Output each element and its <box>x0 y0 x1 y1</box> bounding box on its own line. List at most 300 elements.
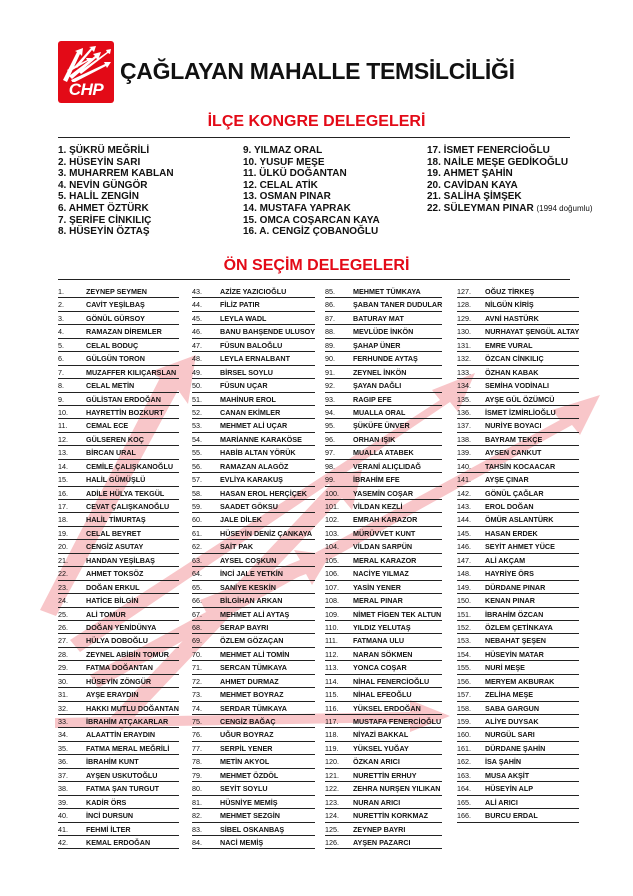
delegate-name: DOĞAN YENİDÜNYA <box>86 622 157 632</box>
delegate-row <box>325 634 442 647</box>
delegate-name: BİRSEL SOYLU <box>220 367 273 377</box>
delegate-row <box>58 728 179 741</box>
delegate-row <box>457 433 579 446</box>
delegate-name: EMRE VURAL <box>485 340 533 350</box>
delegate-number: 1. <box>58 287 64 296</box>
delegate-name: SERAP BAYRI <box>220 622 269 632</box>
delegate-number: 65. <box>192 582 202 592</box>
delegate-number: 10. <box>58 407 68 417</box>
delegate-number: 21. <box>58 555 68 565</box>
delegate-number: 127. <box>457 287 471 296</box>
delegate-row <box>58 688 179 701</box>
delegate-row <box>192 661 315 674</box>
delegate-number: 105. <box>325 555 339 565</box>
delegate-name: NURAN ARICI <box>353 797 401 807</box>
delegate-number: 6. <box>58 354 64 364</box>
delegate-row <box>192 379 315 392</box>
delegate-row <box>457 406 579 419</box>
delegate-number: 113. <box>325 663 339 673</box>
on-secim-heading: ÖN SEÇİM DELEGELERİ <box>223 257 410 274</box>
delegate-name: ALİ TOMUR <box>86 609 126 619</box>
delegate-row <box>325 702 442 715</box>
delegate-number: 67. <box>192 609 202 619</box>
delegate-name: SAADET GÖKSU <box>220 502 278 511</box>
delegate-number: 133. <box>457 367 471 377</box>
delegate-row <box>58 527 179 540</box>
delegate-name: HAKKI MUTLU DOĞANTAN <box>86 703 179 713</box>
delegate-number: 23. <box>58 582 68 592</box>
delegate-name: SEYİT SOYLU <box>220 784 268 794</box>
kongre-item: 2. HÜSEYİN SARI <box>58 156 141 168</box>
delegate-number: 137. <box>457 421 471 431</box>
delegate-row <box>325 554 442 567</box>
delegate-number: 158. <box>457 703 471 713</box>
delegate-number: 54. <box>192 434 202 444</box>
delegate-row <box>325 312 442 325</box>
delegate-name: NEBAHAT ŞEŞEN <box>485 636 546 646</box>
delegate-number: 157. <box>457 690 471 700</box>
delegate-number: 154. <box>457 649 471 659</box>
delegate-row <box>457 715 579 728</box>
delegate-number: 152. <box>457 622 471 632</box>
delegate-row <box>325 594 442 607</box>
delegate-row <box>457 675 579 688</box>
delegate-name: MAHİNUR EROL <box>220 394 276 404</box>
delegate-number: 85. <box>325 287 335 296</box>
delegate-name: SEYİT AHMET YÜCE <box>485 542 555 552</box>
delegate-number: 111. <box>325 636 338 646</box>
delegate-row <box>325 393 442 406</box>
delegate-number: 44. <box>192 300 202 310</box>
delegate-number: 132. <box>457 354 471 364</box>
delegate-row <box>457 809 579 822</box>
delegate-name: OĞUZ TİRKEŞ <box>485 287 535 296</box>
delegate-name: BAYRAM TEKÇE <box>485 434 543 444</box>
delegate-row <box>192 581 315 594</box>
delegate-number: 88. <box>325 327 335 337</box>
delegate-name: HAYRİYE ÖRS <box>485 569 534 579</box>
kongre-column-3 <box>427 145 593 215</box>
delegate-row <box>325 809 442 822</box>
delegate-name: NURİYE BOYACI <box>485 421 542 431</box>
delegate-number: 16. <box>58 488 68 498</box>
delegate-number: 27. <box>58 636 68 646</box>
delegate-column-1 <box>58 285 179 849</box>
delegate-row <box>457 393 579 406</box>
delegate-name: AYSEN CANKUT <box>485 448 542 458</box>
delegate-name: ZEYNEL İNKÖN <box>353 367 407 377</box>
delegate-name: FÜSUN BALOĞLU <box>220 340 283 350</box>
delegate-name: SERCAN TÜMKAYA <box>220 663 287 673</box>
delegate-row <box>192 460 315 473</box>
delegate-name: SAİT PAK <box>220 542 254 552</box>
delegate-row <box>457 608 579 621</box>
delegate-row <box>325 782 442 795</box>
delegate-row <box>325 755 442 768</box>
delegate-row <box>192 393 315 406</box>
delegate-number: 9. <box>58 394 64 404</box>
delegate-number: 22. <box>58 569 68 579</box>
delegate-number: 55. <box>192 448 202 458</box>
delegate-row <box>457 755 579 768</box>
delegate-row <box>192 406 315 419</box>
delegate-row <box>192 621 315 634</box>
delegate-row <box>325 621 442 634</box>
delegate-number: 124. <box>325 811 339 821</box>
delegate-number: 60. <box>192 515 202 525</box>
delegate-name: MEHMET ÖZDÖL <box>220 770 279 780</box>
delegate-name: ALİ AKÇAM <box>485 555 526 565</box>
delegate-name: NİLGÜN KİRİŞ <box>485 300 534 310</box>
delegate-name: MERAL KARAZOR <box>353 555 417 565</box>
delegate-name: CANAN EKİMLER <box>220 407 281 417</box>
delegate-name: MERYEM AKBURAK <box>485 676 555 686</box>
delegate-name: İBRAHİM KUNT <box>86 757 139 767</box>
delegate-number: 161. <box>457 743 471 753</box>
delegate-name: HÜLYA DOBOĞLU <box>86 636 148 646</box>
delegate-number: 59. <box>192 502 202 511</box>
delegate-row <box>58 379 179 392</box>
arrows-icon <box>61 46 111 82</box>
delegate-name: HÜSEYİN DENİZ ÇANKAYA <box>220 528 313 538</box>
delegate-row <box>192 285 315 298</box>
delegate-name: ŞÜKÜFE ÜNVER <box>353 421 410 431</box>
delegate-number: 160. <box>457 730 471 740</box>
kongre-item: 4. NEVİN GÜNGÖR <box>58 179 148 191</box>
delegate-number: 144. <box>457 515 471 525</box>
delegate-row <box>192 487 315 500</box>
kongre-item: 11. ÜLKÜ DOĞANTAN <box>243 168 347 180</box>
delegate-number: 19. <box>58 528 68 538</box>
delegate-row <box>58 419 179 432</box>
delegate-row <box>58 782 179 795</box>
delegate-number: 156. <box>457 676 471 686</box>
delegate-name: BANU BAHŞENDE ULUSOY <box>220 327 316 337</box>
delegate-row <box>192 419 315 432</box>
delegate-name: MÜRÜVVET KUNT <box>353 528 416 538</box>
delegate-number: 31. <box>58 690 68 700</box>
kongre-item: 3. MUHARREM KABLAN <box>58 168 174 180</box>
delegate-number: 150. <box>457 596 471 606</box>
delegate-number: 95. <box>325 421 335 431</box>
delegate-row <box>58 769 179 782</box>
kongre-item: 21. SALİHA ŞİMŞEK <box>427 191 522 203</box>
kongre-item: 19. AHMET ŞAHİN <box>427 168 513 180</box>
delegate-row <box>58 675 179 688</box>
kongre-item: 15. OMCA COŞARCAN KAYA <box>243 214 380 226</box>
delegate-row <box>58 621 179 634</box>
delegate-row <box>325 648 442 661</box>
delegate-number: 26. <box>58 622 68 632</box>
delegate-number: 163. <box>457 770 471 780</box>
delegate-name: MEHMET ALİ TOMİN <box>220 649 290 659</box>
delegate-row <box>457 366 579 379</box>
delegate-number: 8. <box>58 381 64 391</box>
delegate-column-2 <box>192 285 315 849</box>
delegate-row <box>457 473 579 486</box>
delegate-row <box>325 823 442 836</box>
delegate-number: 91. <box>325 367 335 377</box>
delegate-number: 153. <box>457 636 471 646</box>
delegate-row <box>457 782 579 795</box>
delegate-name: MUSA AKŞİT <box>485 770 530 780</box>
delegate-name: SERDAR TÜMKAYA <box>220 703 287 713</box>
delegate-number: 89. <box>325 340 335 350</box>
delegate-number: 49. <box>192 367 202 377</box>
delegate-row <box>58 702 179 715</box>
delegate-row <box>192 567 315 580</box>
birth-note: (1994 doğumlu) <box>536 203 593 213</box>
delegate-name: FATMA ŞAN TURGUT <box>86 784 160 794</box>
delegate-number: 43. <box>192 287 202 296</box>
logo-text: CHP <box>68 80 104 99</box>
delegate-row <box>192 366 315 379</box>
delegate-name: ÖZLEM GÖZAÇAN <box>220 636 284 646</box>
delegate-number: 33. <box>58 717 68 726</box>
delegate-row <box>457 621 579 634</box>
delegate-number: 84. <box>192 837 202 847</box>
delegate-row <box>325 567 442 580</box>
delegate-row <box>325 661 442 674</box>
delegate-number: 57. <box>192 475 202 485</box>
delegate-name: AYŞEN PAZARCI <box>353 837 411 847</box>
delegate-number: 155. <box>457 663 471 673</box>
delegate-row <box>192 433 315 446</box>
delegate-number: 35. <box>58 743 68 753</box>
delegate-row <box>192 823 315 836</box>
delegate-row <box>58 836 179 849</box>
delegate-number: 90. <box>325 354 335 364</box>
delegate-name: YÜKSEL YUĞAY <box>353 743 409 753</box>
delegate-name: GÖNÜL GÜRSOY <box>86 313 145 323</box>
delegate-row <box>325 796 442 809</box>
delegate-number: 39. <box>58 797 68 807</box>
delegate-row <box>457 379 579 392</box>
delegate-row <box>58 594 179 607</box>
delegate-row <box>325 513 442 526</box>
delegate-number: 115. <box>325 690 339 700</box>
kongre-item: 17. İSMET FENERCİOĞLU <box>427 145 550 156</box>
delegate-row <box>58 755 179 768</box>
delegate-row <box>325 715 442 728</box>
delegate-row <box>58 446 179 459</box>
delegate-number: 74. <box>192 703 202 713</box>
kongre-item <box>427 203 593 215</box>
delegate-name: AYŞE GÜL ÖZÜMCÜ <box>485 394 555 404</box>
delegate-row <box>325 325 442 338</box>
delegate-row <box>192 312 315 325</box>
delegate-name: HALİL GÜMÜŞLÜ <box>86 475 146 485</box>
delegate-name: YILDIZ YELUTAŞ <box>353 622 411 632</box>
delegate-row <box>457 648 579 661</box>
delegate-row <box>192 702 315 715</box>
delegate-row <box>192 836 315 849</box>
delegate-number: 138. <box>457 434 471 444</box>
delegate-name: NURGÜL SARI <box>485 730 535 740</box>
ilce-kongre-heading: İLÇE KONGRE DELEGELERİ <box>207 113 426 130</box>
delegate-row <box>457 339 579 352</box>
kongre-item: 16. A. CENGİZ ÇOBANOĞLU <box>243 226 379 238</box>
delegate-name: İSA ŞAHİN <box>485 757 522 767</box>
delegate-name: BATURAY MAT <box>353 313 404 323</box>
delegate-name: SANİYE KESKİN <box>220 582 276 592</box>
delegate-number: 98. <box>325 461 335 471</box>
kongre-item: 9. YILMAZ ORAL <box>243 145 323 156</box>
delegate-number: 100. <box>325 488 339 498</box>
delegate-row <box>192 688 315 701</box>
delegate-number: 18. <box>58 515 68 525</box>
delegate-name: MEHMET TÜMKAYA <box>353 287 421 296</box>
delegate-name: FÜSUN UÇAR <box>220 381 268 391</box>
delegate-name: NİMET FİGEN TEK ALTUN <box>353 609 442 619</box>
delegate-name: CEMAL ECE <box>86 421 129 431</box>
delegate-number: 76. <box>192 730 202 740</box>
delegate-name: MUALLA ATABEK <box>353 448 414 458</box>
delegate-name: MERAL PINAR <box>353 596 403 606</box>
delegate-name: EMRAH KARAZOR <box>353 515 418 525</box>
delegate-row <box>192 339 315 352</box>
delegate-number: 99. <box>325 475 335 485</box>
delegate-name: MEVLÜDE İNKÖN <box>353 327 414 337</box>
delegate-number: 2. <box>58 300 64 310</box>
delegate-row <box>192 325 315 338</box>
delegate-row <box>192 527 315 540</box>
delegate-name: ŞABAN TANER DUDULAR <box>353 300 443 310</box>
delegate-row <box>325 366 442 379</box>
delegate-number: 96. <box>325 434 335 444</box>
delegate-number: 116. <box>325 703 339 713</box>
delegate-name: AZİZE YAZICIOĞLU <box>220 287 287 296</box>
delegate-name: MARİANNE KARAKÖSE <box>220 434 302 444</box>
delegate-name: YONCA COŞAR <box>353 663 407 673</box>
delegate-number: 97. <box>325 448 335 458</box>
delegate-name: YASİN YENER <box>353 582 401 592</box>
delegate-number: 147. <box>457 555 471 565</box>
kongre-item: 10. YUSUF MEŞE <box>243 156 325 168</box>
delegate-number: 37. <box>58 770 68 780</box>
delegate-name: KEMAL ERDOĞAN <box>86 837 151 847</box>
delegate-number: 121. <box>325 770 339 780</box>
delegate-row <box>325 688 442 701</box>
delegate-name: NURETTİN ERHUY <box>353 770 417 780</box>
delegate-name: ÖMÜR ASLANTÜRK <box>485 515 554 525</box>
delegate-name: AYŞE ÇINAR <box>485 475 529 485</box>
delegate-number: 92. <box>325 381 335 391</box>
delegate-number: 62. <box>192 542 202 552</box>
delegate-number: 108. <box>325 596 339 606</box>
delegate-number: 47. <box>192 340 202 350</box>
delegate-row <box>58 715 179 728</box>
delegate-row <box>192 715 315 728</box>
delegate-number: 164. <box>457 784 471 794</box>
delegate-row <box>58 661 179 674</box>
delegate-number: 126. <box>325 837 339 847</box>
delegate-number: 75. <box>192 717 202 726</box>
delegate-name: ZEYNEP SEYMEN <box>86 287 147 296</box>
delegate-row <box>58 352 179 365</box>
delegate-row <box>58 366 179 379</box>
delegate-name: FEHMİ İLTER <box>86 824 131 834</box>
delegate-name: NACİ MEMİŞ <box>220 837 264 847</box>
delegate-name: YÜKSEL ERDOĞAN <box>353 703 421 713</box>
delegate-name: HANDAN YEŞİLBAŞ <box>86 555 155 565</box>
delegate-row <box>457 460 579 473</box>
delegate-number: 106. <box>325 569 339 579</box>
delegate-name: BİRCAN URAL <box>86 448 136 458</box>
delegate-name: CEVAT ÇALIŞKANOĞLU <box>86 502 170 511</box>
delegate-row <box>457 594 579 607</box>
delegate-row <box>58 540 179 553</box>
delegate-row <box>325 728 442 741</box>
delegate-name: MEHMET SEZGİN <box>220 811 280 821</box>
kongre-item: 5. HALİL ZENGİN <box>58 191 139 203</box>
delegate-name: VİLDAN SARPÜN <box>353 542 413 552</box>
delegate-name: GÖNÜL ÇAĞLAR <box>485 488 544 498</box>
delegate-row <box>325 433 442 446</box>
delegate-row <box>457 325 579 338</box>
delegate-name: HATİCE BİLGİN <box>86 596 139 606</box>
delegate-number: 93. <box>325 394 335 404</box>
delegate-name: CENGİZ ASUTAY <box>86 542 144 552</box>
delegate-name: NİHAL FENERCİOĞLU <box>353 676 430 686</box>
delegate-name: BİLGİHAN ARKAN <box>220 596 283 606</box>
kongre-item: 6. AHMET ÖZTÜRK <box>58 202 149 214</box>
delegate-number: 12. <box>58 434 68 444</box>
delegate-row <box>457 500 579 513</box>
delegate-row <box>325 339 442 352</box>
delegate-number: 128. <box>457 300 471 310</box>
delegate-row <box>192 648 315 661</box>
delegate-name: SEMİHA VODİNALI <box>485 381 550 391</box>
delegate-row <box>325 285 442 298</box>
delegate-number: 11. <box>58 421 68 431</box>
delegate-row <box>58 312 179 325</box>
delegate-row <box>457 446 579 459</box>
delegate-number: 4. <box>58 327 64 337</box>
delegate-name: ALİ ARICI <box>485 797 518 807</box>
delegate-row <box>325 675 442 688</box>
delegate-row <box>192 540 315 553</box>
delegate-row <box>457 742 579 755</box>
delegate-row <box>457 527 579 540</box>
delegate-name: NURİ MEŞE <box>485 663 525 673</box>
delegate-row <box>325 836 442 849</box>
delegate-name: NİYAZİ BAKKAL <box>353 730 409 740</box>
chp-logo <box>58 41 114 103</box>
delegate-row <box>192 809 315 822</box>
delegate-row <box>325 460 442 473</box>
delegate-name: LEYLA ERNALBANT <box>220 354 291 364</box>
delegate-name: ŞAHAP ÜNER <box>353 340 401 350</box>
delegate-name: NİHAL EFEOĞLU <box>353 690 412 700</box>
delegate-name: HABİB ALTAN YÖRÜK <box>220 448 296 458</box>
delegate-name: JALE DİLEK <box>220 515 262 525</box>
delegate-name: ALİYE DUYSAK <box>485 717 539 726</box>
delegate-row <box>58 581 179 594</box>
delegate-name: MEHMET BOYRAZ <box>220 690 284 700</box>
delegate-row <box>192 728 315 741</box>
delegate-name: HASAN ERDEK <box>485 528 538 538</box>
delegate-number: 77. <box>192 743 202 753</box>
kongre-item: 12. CELAL ATİK <box>243 179 318 191</box>
delegate-number: 146. <box>457 542 471 552</box>
delegate-number: 129. <box>457 313 471 323</box>
delegate-row <box>325 527 442 540</box>
delegate-row <box>457 419 579 432</box>
delegate-row <box>325 581 442 594</box>
delegate-number: 139. <box>457 448 471 458</box>
delegate-number: 94. <box>325 407 335 417</box>
